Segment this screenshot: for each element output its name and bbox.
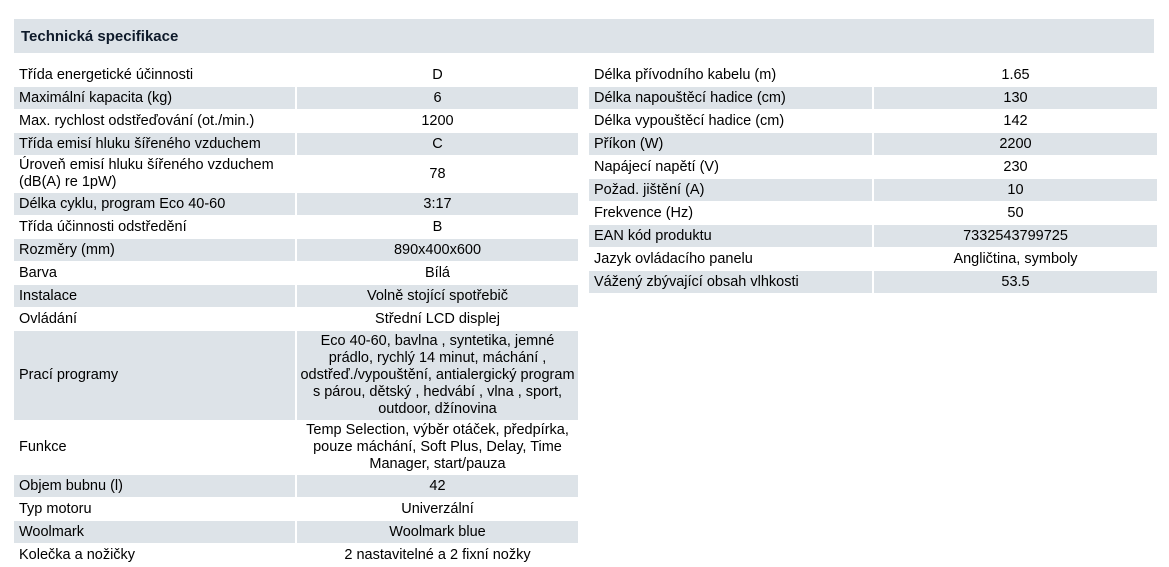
spec-value: 6 <box>297 87 578 109</box>
spec-value: 2 nastavitelné a 2 fixní nožky <box>344 546 531 563</box>
spec-row <box>14 193 578 215</box>
spec-label: EAN kód produktu <box>589 225 872 247</box>
spec-row <box>14 308 578 330</box>
spec-value: 230 <box>1003 158 1028 175</box>
spec-label: Požad. jištění (A) <box>589 179 872 201</box>
spec-label: Úroveň emisí hluku šířeného vzduchem (dB(A) re 1pW) <box>19 157 274 190</box>
spec-row <box>589 248 1157 270</box>
spec-value: Střední LCD displej <box>375 310 500 327</box>
spec-value: 7332543799725 <box>874 225 1157 247</box>
spec-label: Frekvence (Hz) <box>594 204 694 221</box>
spec-value: C <box>297 133 578 155</box>
spec-label: Ovládání <box>19 310 78 327</box>
spec-title: Technická specifikace <box>21 27 179 45</box>
spec-value: Eco 40-60, bavlna , syntetika, jemné prádlo, rychlý 14 minut, máchání , odstřeď./vypouštění, antialergický program s párou, dětský , hedvábí , vlna , sport, outdoor, džínovina <box>297 331 578 420</box>
spec-label: Prací programy <box>14 331 295 420</box>
spec-label: Třída emisí hluku šířeného vzduchem <box>14 133 295 155</box>
spec-label: Jazyk ovládacího panelu <box>594 250 753 267</box>
spec-value: 142 <box>1003 112 1028 129</box>
spec-label: Třída účinnosti odstředění <box>19 218 187 235</box>
spec-label: Instalace <box>14 285 295 307</box>
spec-value: Woolmark blue <box>297 521 578 543</box>
spec-value: 130 <box>874 87 1157 109</box>
spec-row <box>14 110 578 132</box>
spec-label: Max. rychlost odstřeďování (ot./min.) <box>19 112 255 129</box>
spec-row <box>14 475 578 497</box>
spec-value: 2200 <box>874 133 1157 155</box>
spec-label: Woolmark <box>14 521 295 543</box>
spec-value: D <box>432 66 443 83</box>
spec-row <box>589 271 1157 293</box>
spec-row <box>14 544 578 566</box>
spec-row <box>14 498 578 520</box>
spec-value: 10 <box>874 179 1157 201</box>
spec-row <box>589 133 1157 155</box>
spec-value: 42 <box>297 475 578 497</box>
spec-row <box>14 331 578 420</box>
spec-value: 53.5 <box>874 271 1157 293</box>
spec-label: Délka přívodního kabelu (m) <box>594 66 777 83</box>
spec-value: Volně stojící spotřebič <box>297 285 578 307</box>
spec-value: 1200 <box>421 112 454 129</box>
spec-label: Kolečka a nožičky <box>19 546 136 563</box>
spec-row <box>589 64 1157 86</box>
spec-value: 890x400x600 <box>297 239 578 261</box>
spec-value: Temp Selection, výběr otáček, předpírka, pouze máchání, Soft Plus, Delay, Time Manager, start/pauza <box>306 422 569 472</box>
spec-value: 1.65 <box>1001 66 1030 83</box>
spec-row <box>14 156 578 192</box>
spec-row <box>14 285 578 307</box>
spec-label: Barva <box>19 264 57 281</box>
spec-table-left <box>14 64 578 567</box>
spec-value: Angličtina, symboly <box>953 250 1078 267</box>
spec-row <box>589 225 1157 247</box>
spec-row <box>14 239 578 261</box>
spec-value: Bílá <box>425 264 450 281</box>
spec-label: Vážený zbývající obsah vlhkosti <box>589 271 872 293</box>
spec-label: Napájecí napětí (V) <box>594 158 719 175</box>
spec-row <box>14 421 578 474</box>
spec-row <box>589 156 1157 178</box>
spec-label: Rozměry (mm) <box>14 239 295 261</box>
spec-row <box>14 521 578 543</box>
spec-row <box>14 64 578 86</box>
spec-label: Příkon (W) <box>589 133 872 155</box>
spec-value: Univerzální <box>401 500 474 517</box>
spec-row <box>14 133 578 155</box>
spec-table-right <box>589 64 1157 294</box>
spec-row <box>589 202 1157 224</box>
spec-label: Typ motoru <box>19 500 92 517</box>
spec-header <box>14 19 1154 53</box>
spec-value: 3:17 <box>297 193 578 215</box>
spec-row <box>589 179 1157 201</box>
spec-label: Funkce <box>19 439 67 455</box>
spec-label: Délka vypouštěcí hadice (cm) <box>594 112 785 129</box>
spec-row <box>589 110 1157 132</box>
spec-row <box>14 262 578 284</box>
spec-label: Objem bubnu (l) <box>14 475 295 497</box>
spec-value: B <box>432 218 443 235</box>
spec-label: Maximální kapacita (kg) <box>14 87 295 109</box>
spec-value: 78 <box>429 165 446 182</box>
spec-value: 50 <box>1007 204 1024 221</box>
spec-label: Třída energetické účinnosti <box>19 66 194 83</box>
spec-label: Délka cyklu, program Eco 40-60 <box>14 193 295 215</box>
spec-row <box>14 216 578 238</box>
spec-label: Délka napouštěcí hadice (cm) <box>589 87 872 109</box>
spec-row <box>14 87 578 109</box>
spec-row <box>589 87 1157 109</box>
